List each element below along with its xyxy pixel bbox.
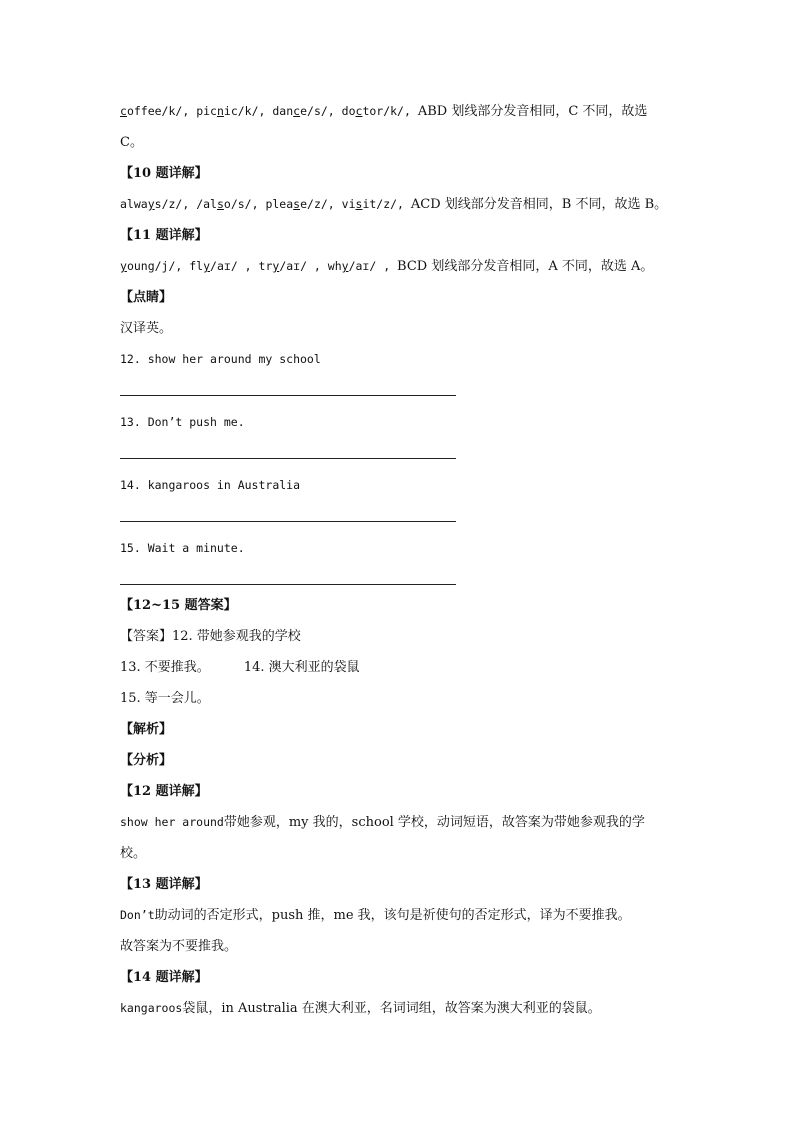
q12-explanation-line xyxy=(120,807,680,838)
answer-13: 13. 不要推我。 xyxy=(120,660,210,675)
word-please-a: plea xyxy=(265,197,294,211)
underline-always: y xyxy=(147,197,155,211)
word-dance-c: e/s/, xyxy=(300,104,342,118)
word-fly-c: /aɪ/ , xyxy=(210,259,259,273)
heading-q11: 【11 题详解】 xyxy=(120,228,208,243)
heading-dianjing: 【点睛】 xyxy=(120,290,173,305)
q12-explanation-line-2: 校。 xyxy=(120,846,147,861)
q9-conclusion: ABD 划线部分发音相同，C 不同，故选 xyxy=(417,104,648,119)
answer-blank-14[interactable] xyxy=(120,501,456,522)
q12-explanation: 带她参观，my 我的，school 学校，动词短语，故答案为带她参观我的学 xyxy=(223,815,645,830)
underline-c: c xyxy=(120,104,127,118)
underline-also: s xyxy=(216,197,224,211)
underline-picnic: n xyxy=(216,104,224,118)
question-13: 13. Don’t push me. xyxy=(120,415,245,429)
word-doctor-a: do xyxy=(341,104,356,118)
q13-explanation-line-2: 故答案为不要推我。 xyxy=(120,939,238,954)
word-try-a: tr xyxy=(258,259,273,273)
word-please-c: e/z/, xyxy=(300,197,342,211)
q13-explanation: 助动词的否定形式，push 推，me 我，该句是祈使句的否定形式，译为不要推我。 xyxy=(154,908,631,923)
answer-14: 14. 澳大利亚的袋鼠 xyxy=(243,660,360,675)
answer-blank-12[interactable] xyxy=(120,375,456,396)
word-why-c: /aɪ/ , xyxy=(348,259,398,273)
word-kangaroos: kangaroos xyxy=(120,1001,183,1015)
underline-dance: c xyxy=(293,104,301,118)
answer-line-12: 【答案】12. 带她参观我的学校 xyxy=(120,629,301,644)
underline-doctor: c xyxy=(355,104,363,118)
word-visit-c: it/z/, xyxy=(362,197,411,211)
heading-answers-12-15: 【12~15 题答案】 xyxy=(120,598,237,613)
heading-q12: 【12 题详解】 xyxy=(120,784,208,799)
section-title: 汉译英。 xyxy=(120,321,173,336)
word-also-c: o/s/, xyxy=(223,197,266,211)
heading-q13: 【13 题详解】 xyxy=(120,877,208,892)
heading-fenxi: 【分析】 xyxy=(120,753,173,768)
word-also-a: /al xyxy=(196,197,217,211)
word-coffee: offee/k/, xyxy=(126,104,197,118)
answer-blank-13[interactable] xyxy=(120,438,456,459)
word-always-c: s/z/, xyxy=(154,197,197,211)
q13-explanation-line xyxy=(120,900,680,931)
word-young-c: oung/j/, xyxy=(126,259,190,273)
question-15: 15. Wait a minute. xyxy=(120,541,245,555)
word-always-a: alwa xyxy=(120,197,148,211)
underline-visit: s xyxy=(355,197,363,211)
question-12: 12. show her around my school xyxy=(120,352,321,366)
q9-answer-line: C。 xyxy=(120,135,143,150)
phrase-show-her-around: show her around xyxy=(120,815,224,829)
heading-q10: 【10 题详解】 xyxy=(120,166,208,181)
word-dont: Don’t xyxy=(120,908,155,922)
answer-line-13-14 xyxy=(120,652,680,683)
heading-jiexi: 【解析】 xyxy=(120,722,173,737)
underline-young: y xyxy=(120,259,127,273)
underline-try: y xyxy=(272,259,280,273)
answer-blank-15[interactable] xyxy=(120,564,456,585)
word-why-a: wh xyxy=(327,259,342,273)
word-picnic-c: ic/k/, xyxy=(223,104,273,118)
underline-fly: y xyxy=(203,259,211,273)
document-page xyxy=(120,96,680,1024)
q11-conclusion: BCD 划线部分发音相同，A 不同，故选 A。 xyxy=(397,259,654,274)
q9-explanation-line xyxy=(120,96,680,127)
heading-q14: 【14 题详解】 xyxy=(120,970,208,985)
q11-explanation-line xyxy=(120,251,680,282)
word-picnic-a: pic xyxy=(196,104,217,118)
answer-line-15: 15. 等一会儿。 xyxy=(120,691,210,706)
word-fly-a: fl xyxy=(189,259,204,273)
word-visit-a: vi xyxy=(341,197,356,211)
q14-explanation: 袋鼠，in Australia 在澳大利亚，名词词组，故答案为澳大利亚的袋鼠。 xyxy=(182,1001,601,1016)
question-14: 14. kangaroos in Australia xyxy=(120,478,301,492)
q10-conclusion: ACD 划线部分发音相同，B 不同，故选 B。 xyxy=(410,197,668,212)
underline-please: s xyxy=(293,197,301,211)
word-doctor-c: tor/k/, xyxy=(362,104,418,118)
word-dance-a: dan xyxy=(272,104,294,118)
q14-explanation-line xyxy=(120,993,680,1024)
underline-why: y xyxy=(341,259,349,273)
word-try-c: /aɪ/ , xyxy=(279,259,328,273)
q10-explanation-line xyxy=(120,189,680,220)
